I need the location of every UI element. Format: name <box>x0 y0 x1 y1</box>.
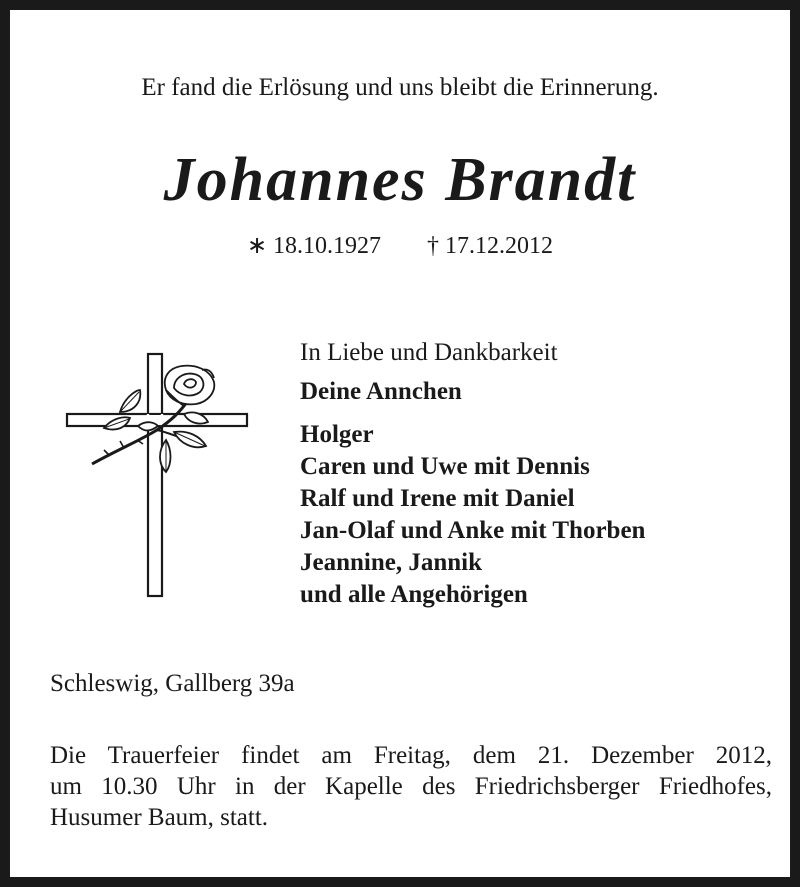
funeral-notice <box>50 740 772 833</box>
deceased-name: Johannes Brandt <box>163 146 637 214</box>
signers-intro: In Liebe und Dankbarkeit <box>300 339 558 366</box>
signer-line: Caren und Uwe mit Dennis <box>300 453 590 480</box>
funeral-notice-line: um 10.30 Uhr in der Kapelle des Friedrichsberger Friedhofes, <box>50 773 772 800</box>
signer-line: Ralf und Irene mit Daniel <box>300 485 575 512</box>
signers-block <box>300 336 780 611</box>
mourners-address: Schleswig, Gallberg 39a <box>50 670 295 697</box>
signer-line: Jan-Olaf und Anke mit Thorben <box>300 517 646 544</box>
birth-date: ∗ 18.10.1927 <box>246 233 382 259</box>
life-dates <box>20 230 780 262</box>
cross-with-rose-icon <box>62 350 252 600</box>
signer-line: Holger <box>300 421 374 448</box>
funeral-notice-line: Husumer Baum, statt. <box>50 804 269 831</box>
signer-line: und alle Angehörigen <box>300 581 528 608</box>
motto-text: Er fand die Erlösung und uns bleibt die Erinnerung. <box>141 74 659 101</box>
signer-line: Deine Annchen <box>300 378 462 405</box>
funeral-notice-line: Die Trauerfeier findet am Freitag, dem 21. Dezember 2012, <box>50 742 772 769</box>
signer-line: Jeannine, Jannik <box>300 549 483 576</box>
death-date: † 17.12.2012 <box>427 233 554 259</box>
